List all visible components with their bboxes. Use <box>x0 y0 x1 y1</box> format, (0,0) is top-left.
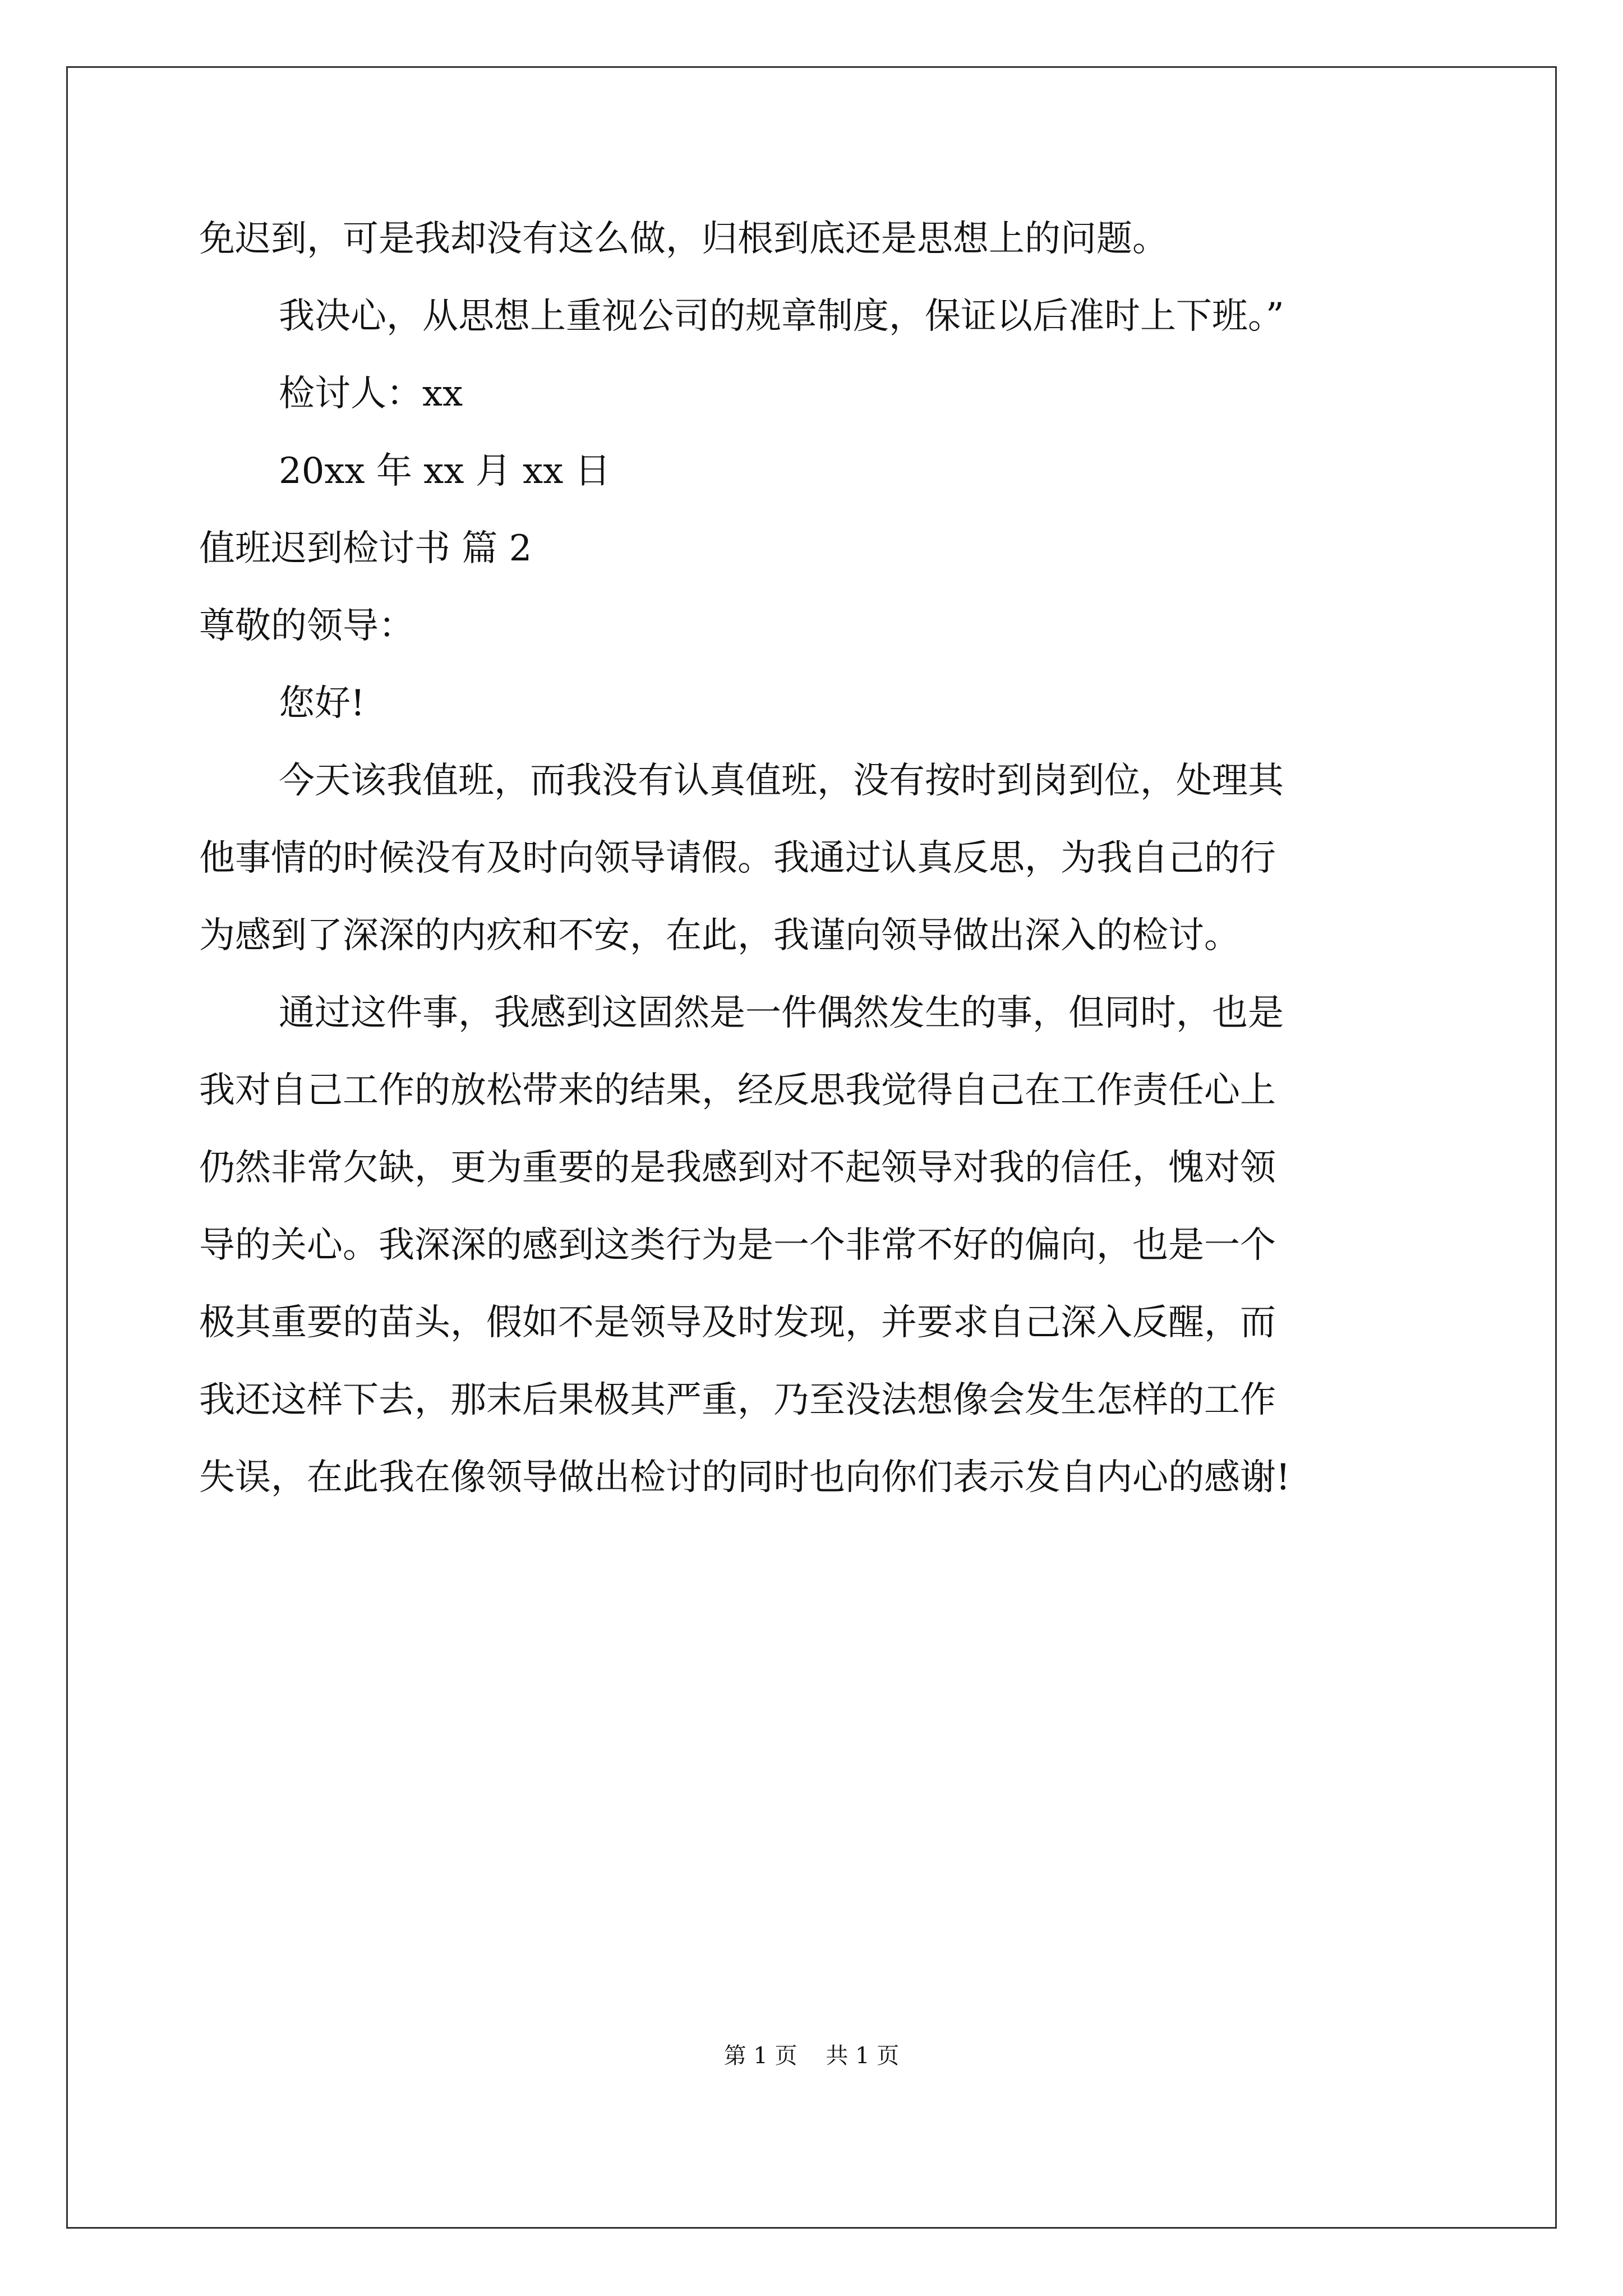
paragraph-line: 免迟到，可是我却没有这么做，归根到底还是思想上的问题。 <box>199 218 1168 260</box>
paragraph-line: 他事情的时候没有及时向领导请假。我通过认真反思，为我自己的行 <box>199 838 1276 879</box>
date-line: 20xx 年 xx 月 xx 日 <box>279 450 611 492</box>
paragraph-line: 为感到了深深的内疚和不安，在此，我谨向领导做出深入的检讨。 <box>199 915 1240 956</box>
paragraph-line: 我对自己工作的放松带来的结果，经反思我觉得自己在工作责任心上 <box>199 1070 1276 1111</box>
paragraph-line: 通过这件事，我感到这固然是一件偶然发生的事，但同时，也是 <box>279 992 1284 1034</box>
section-title: 值班迟到检讨书 篇 2 <box>199 528 532 569</box>
signature-line: 检讨人：xx <box>279 373 463 415</box>
paragraph-line: 仍然非常欠缺，更为重要的是我感到对不起领导对我的信任，愧对领 <box>199 1147 1276 1189</box>
paragraph-line: 失误，在此我在像领导做出检讨的同时也向你们表示发自内心的感谢! <box>199 1457 1290 1498</box>
paragraph-line: 我决心，从思想上重视公司的规章制度，保证以后准时上下班。” <box>279 296 1284 337</box>
page-footer: 第 1 页 共 1 页 <box>723 2043 900 2069</box>
paragraph-line: 我还这样下去，那末后果极其严重，乃至没法想像会发生怎样的工作 <box>199 1379 1276 1421</box>
paragraph-line: 今天该我值班，而我没有认真值班，没有按时到岗到位，处理其 <box>279 760 1284 802</box>
greeting: 您好! <box>279 683 365 724</box>
paragraph-line: 极其重要的苗头，假如不是领导及时发现，并要求自己深入反醒，而 <box>199 1302 1276 1343</box>
salutation: 尊敬的领导： <box>199 605 414 647</box>
paragraph-line: 导的关心。我深深的感到这类行为是一个非常不好的偏向，也是一个 <box>199 1225 1276 1266</box>
